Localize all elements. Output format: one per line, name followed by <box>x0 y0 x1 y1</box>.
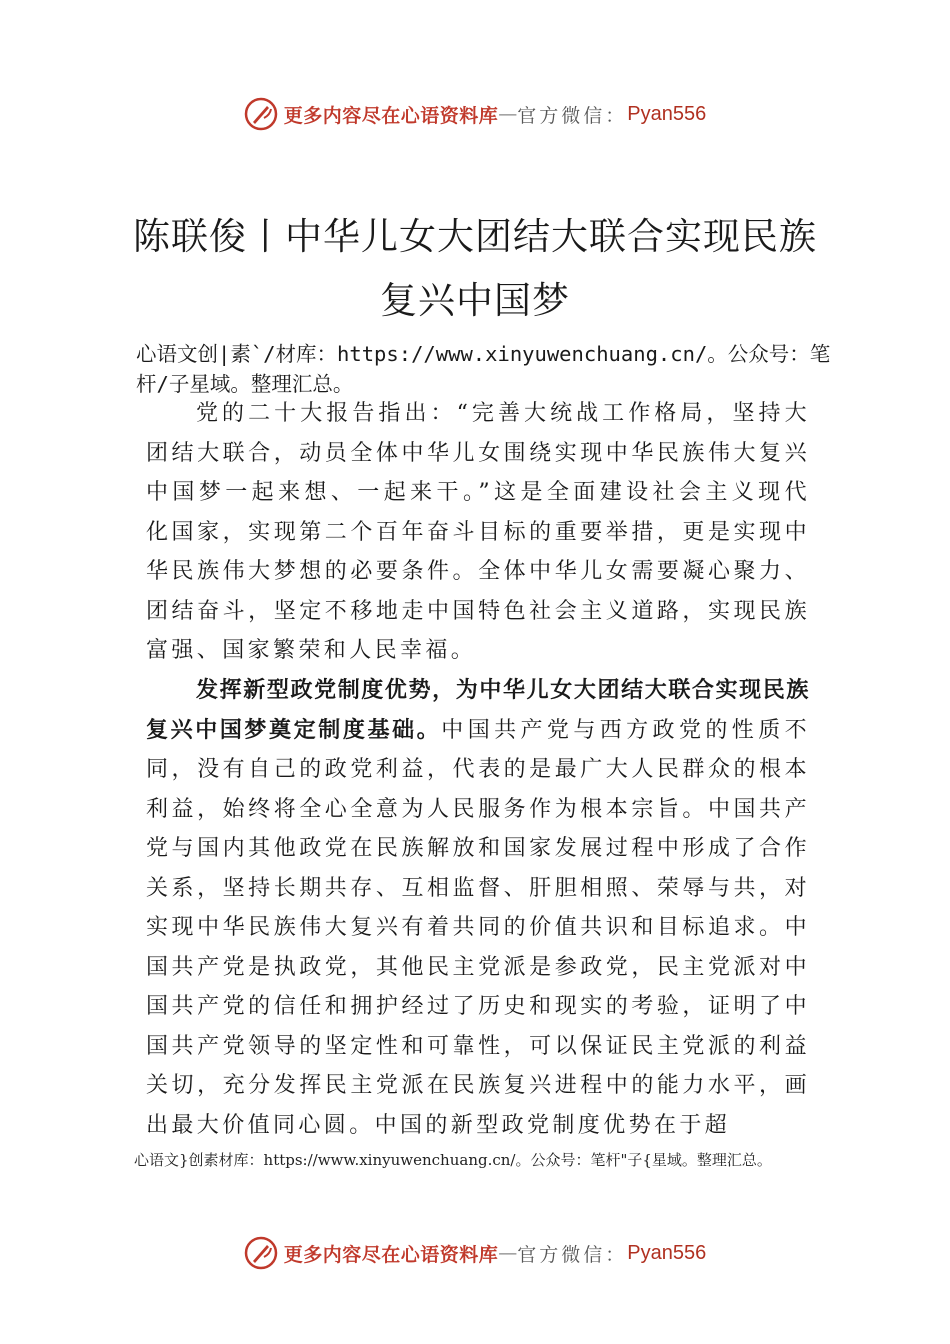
document-title-line-1: 陈联俊丨中华儿女大团结大联合实现民族 <box>133 215 817 258</box>
banner-wechat-label: 官方微信： <box>517 1243 628 1266</box>
banner-separator: — <box>498 103 518 125</box>
banner-separator: — <box>498 1242 518 1264</box>
footer-note: 心语文}创素材库：https://www.xinyuwenchuang.cn/。公众号：笔杆"子{星域。整理汇总。 <box>134 1151 772 1169</box>
paragraph-2-body: 中国共产党与西方政党的性质不同，没有自己的政党利益，代表的是最广大人民群众的根本利益，始终将全心全意为人民服务作为根本宗旨。中国共产党与国内其他政党在民族解放和国家发展过程中形成了合作关系，坚持长期共存、互相监督、肝胆相照、荣辱与共，对实现中华民族伟大复兴有着共同的价值共识和目标追求。中国共产党是执政党，其他民主党派是参政党，民主党派对中国共产党的信任和拥护经过了历史和现实的考验，证明了中国共产党领导的坚定性和可靠性，可以保证民主党派的利益关切，充分发挥民主党派在民族复兴进程中的能力水平，画出最大价值同心圆。中国的新型政党制度优势在于超 <box>146 717 810 1138</box>
banner-wechat-label: 官方微信： <box>517 104 628 127</box>
footer-banner <box>0 1233 950 1273</box>
paragraph-1: 党的二十大报告指出：“完善大统战工作格局，坚持大团结大联合，动员全体中华儿女围绕实现中华民族伟大复兴中国梦一起来想、一起来干。”这是全面建设社会主义现代化国家，实现第二个百年奋斗目标的重要举措，更是实现中华民族伟大梦想的必要条件。全体中华儿女需要凝心聚力、团结奋斗，坚定不移地走中国特色社会主义道路，实现民族富强、国家繁荣和人民幸福。 <box>146 401 810 663</box>
banner-text: 更多内容尽在心语资料库 <box>283 104 499 127</box>
banner-wechat-id: Pyan556 <box>627 1241 707 1264</box>
source-note: 心语文创|素`/材库：https://www.xinyuwenchuang.cn/。公众号：笔杆/子星域。整理汇总。 <box>136 342 831 396</box>
header-banner <box>0 94 950 134</box>
document-title-line-2: 复兴中国梦 <box>380 279 570 322</box>
quill-logo-icon <box>244 1236 278 1270</box>
banner-text: 更多内容尽在心语资料库 <box>283 1243 499 1266</box>
paragraph-2-heading: 发挥新型政党制度优势，为中华儿女大团结大联合实现民族复兴中国梦奠定制度基础。 <box>146 678 810 743</box>
quill-logo-icon <box>244 97 278 131</box>
banner-wechat-id: Pyan556 <box>627 102 707 125</box>
paragraph-2 <box>146 671 810 1145</box>
